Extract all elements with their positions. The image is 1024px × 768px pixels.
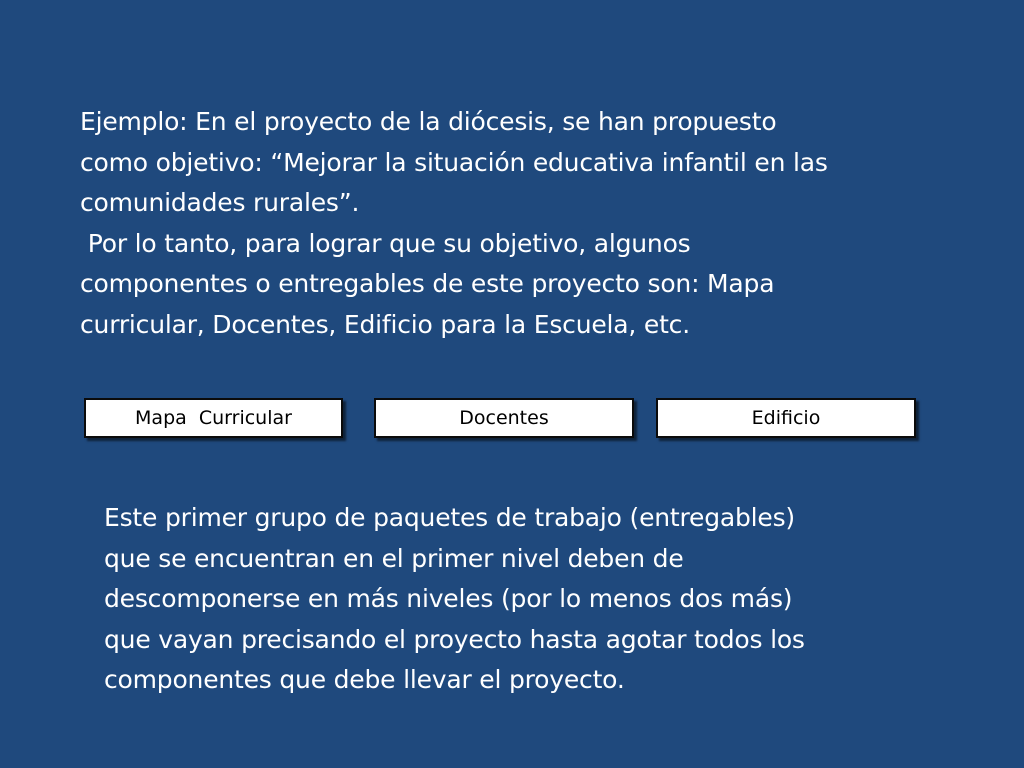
- component-box-docentes: Docentes: [374, 398, 634, 438]
- components-row: [0, 398, 1024, 444]
- conclusion-line: que se encuentran en el primer nivel deben de: [104, 543, 684, 573]
- conclusion-line: descomponerse en más niveles (por lo menos dos más): [104, 584, 793, 613]
- component-box-mapa-curricular: Mapa Curricular: [84, 398, 343, 438]
- intro-line: Por lo tanto, para lograr que su objetivo, algunos: [80, 228, 691, 258]
- intro-line: como objetivo: “Mejorar la situación educativa infantil en las: [80, 147, 828, 177]
- intro-line: componentes o entregables de este proyecto son: Mapa: [80, 269, 775, 298]
- intro-paragraph: [80, 102, 960, 345]
- intro-line: Ejemplo: En el proyecto de la diócesis, se han propuesto: [80, 107, 777, 136]
- conclusion-paragraph: [104, 498, 964, 701]
- conclusion-line: Este primer grupo de paquetes de trabajo (entregables): [104, 503, 795, 532]
- intro-line: curricular, Docentes, Edificio para la Escuela, etc.: [80, 309, 690, 339]
- conclusion-line: que vayan precisando el proyecto hasta agotar todos los: [104, 624, 805, 654]
- conclusion-line: componentes que debe llevar el proyecto.: [104, 665, 625, 694]
- component-box-edificio: Edificio: [656, 398, 916, 438]
- intro-line: comunidades rurales”.: [80, 188, 360, 217]
